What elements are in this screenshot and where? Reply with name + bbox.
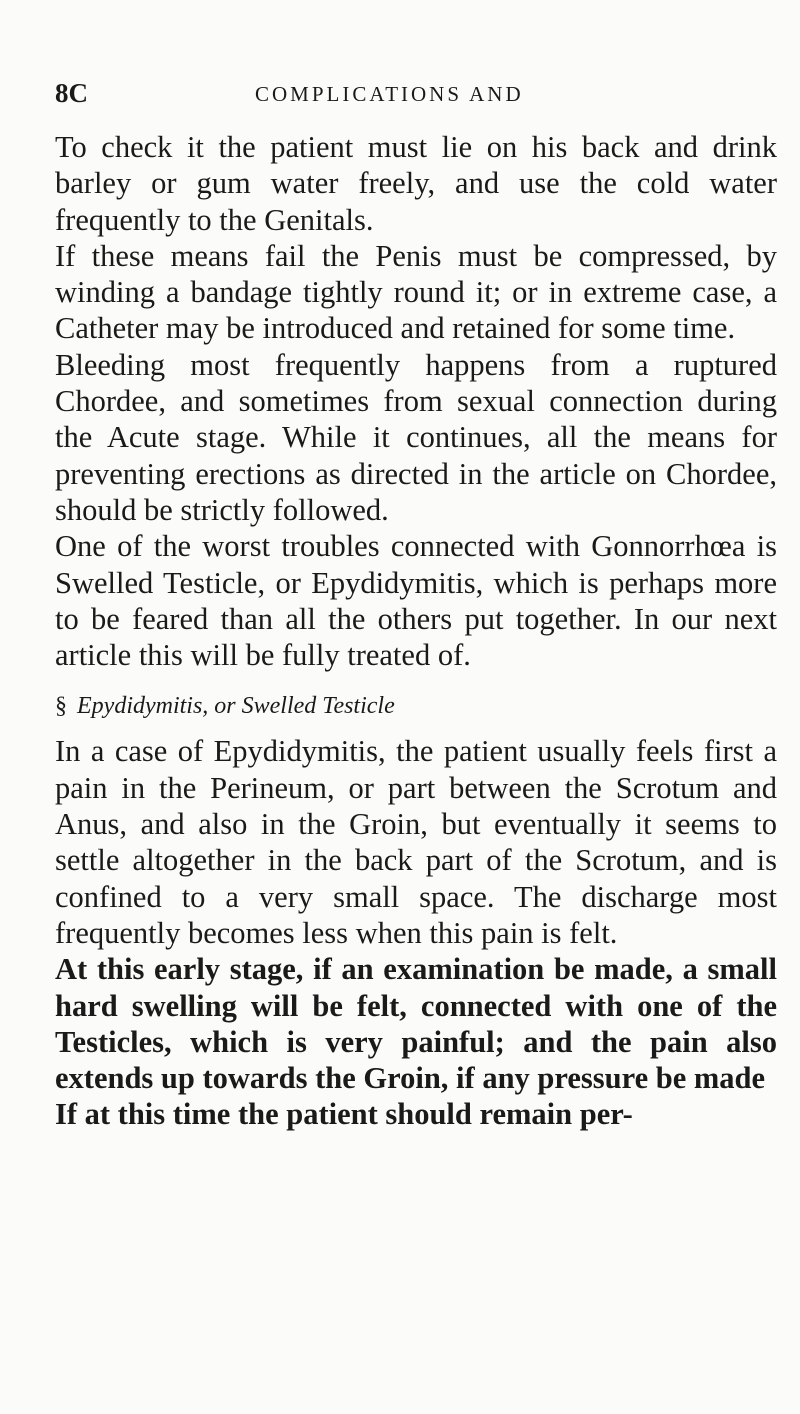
paragraph-worst-troubles: One of the worst troubles connected with Gonnorrhœa is Swelled Testicle, or Epydidymitis, which is perhaps more to be feared than all the others put together. In our next article this will be fully treated of.: [55, 529, 777, 673]
section-title: Epydidymitis, or Swelled Testicle: [77, 693, 395, 720]
paragraph-if-at-this-time: If at this time the patient should remain per-: [55, 1097, 633, 1132]
page-number: 8C: [55, 78, 88, 108]
paragraph-bleeding: Bleeding most frequently happens from a ruptured Chordee, and sometimes from sexual connection during the Acute stage. While it continues, all the means for preventing erections as directed in the article on Chordee, should be strictly followed.: [55, 347, 777, 527]
paragraph-check-patient: To check it the patient must lie on his back and drink barley or gum water freely, and use the cold water frequently to the Genitals.: [55, 130, 777, 237]
page-header: [55, 78, 755, 118]
paragraph-means-fail: If these means fail the Penis must be compressed, by winding a bandage tightly round it; or in extreme case, a Catheter may be introduced and retained for some time.: [55, 238, 777, 346]
paragraph-early-stage: At this early stage, if an examination be made, a small hard swelling will be felt, connected with one of the Testicles, which is very painful; and the pain also extends up towards the Groin, if any pressure be made: [55, 952, 777, 1096]
section-mark: §: [55, 693, 67, 720]
running-head: COMPLICATIONS AND: [255, 82, 524, 106]
section-heading: [55, 691, 777, 721]
paragraph-epydidymitis-case: In a case of Epydidymitis, the patient usually feels first a pain in the Perineum, or part between the Scrotum and Anus, and also in the Groin, but eventually it seems to settle altogether in the back part of the Scrotum, and is confined to a very small space. The discharge most frequently becomes less when this pain is felt.: [55, 734, 777, 950]
body-text: [55, 129, 777, 1133]
